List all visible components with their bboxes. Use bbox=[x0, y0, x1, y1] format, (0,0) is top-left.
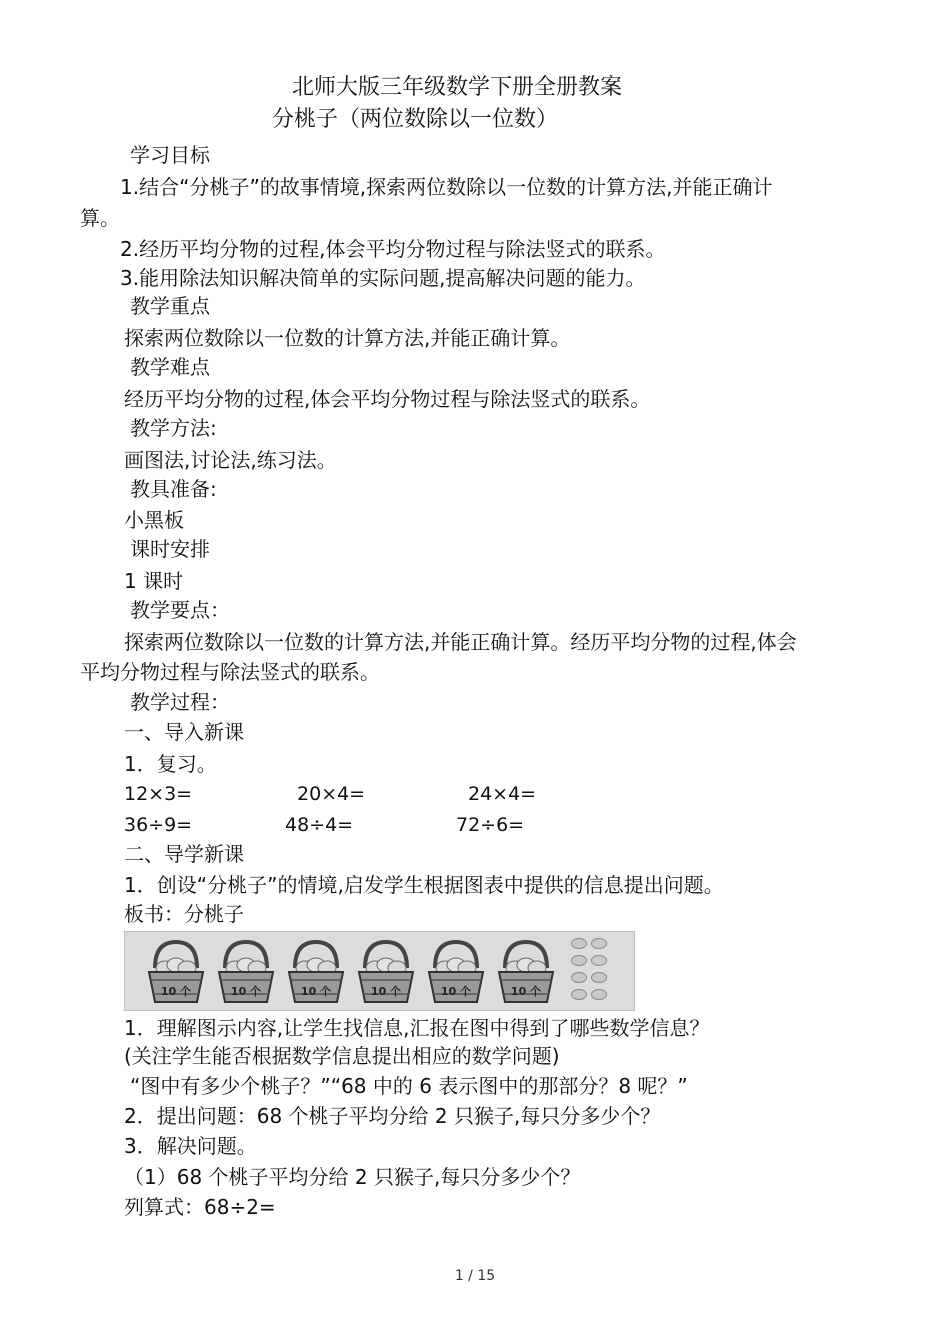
method-text: 画图法,讨论法,练习法。 bbox=[124, 448, 337, 472]
peach-basket bbox=[145, 938, 207, 1006]
loose-peach bbox=[591, 938, 607, 949]
create-scenario: 1．创设“分桃子”的情境,启发学生根据图表中提供的信息提出问题。 bbox=[124, 873, 724, 897]
loose-peach bbox=[591, 955, 607, 966]
peach-baskets-figure bbox=[124, 931, 635, 1011]
goal-1-line-2: 算。 bbox=[80, 206, 120, 230]
question-quote: “图中有多少个桃子？”“68 中的 6 表示图中的那部分？8 呢？” bbox=[130, 1074, 688, 1098]
doc-title: 北师大版三年级数学下册全册教案 bbox=[292, 75, 623, 100]
solve-sub-1: （1）68 个桃子平均分给 2 只猴子,每只分多少个？ bbox=[124, 1165, 581, 1189]
goal-2: 2.经历平均分物的过程,体会平均分物过程与除法竖式的联系。 bbox=[120, 237, 666, 261]
difficulty-text: 经历平均分物的过程,体会平均分物过程与除法竖式的联系。 bbox=[124, 387, 651, 411]
key-text: 探索两位数除以一位数的计算方法,并能正确计算。 bbox=[124, 326, 571, 350]
basket-label: 10 个 bbox=[510, 985, 542, 998]
goal-3: 3.能用除法知识解决简单的实际问题,提高解决问题的能力。 bbox=[120, 266, 646, 290]
solve-step: 3．解决问题。 bbox=[124, 1134, 257, 1158]
points-line-2: 平均分物过程与除法竖式的联系。 bbox=[80, 660, 380, 684]
blackboard-note: 板书：分桃子 bbox=[124, 902, 244, 926]
peach-basket bbox=[495, 938, 557, 1006]
exercise: 20×4= bbox=[297, 783, 366, 805]
exercise: 48÷4= bbox=[285, 814, 354, 836]
teacher-note: (关注学生能否根据数学信息提出相应的数学问题) bbox=[124, 1044, 560, 1068]
basket-label: 10 个 bbox=[230, 985, 262, 998]
loose-peach bbox=[591, 989, 607, 1000]
schedule-heading: 课时安排 bbox=[130, 537, 210, 561]
goal-1-line-1: 1.结合“分桃子”的故事情境,探索两位数除以一位数的计算方法,并能正确计 bbox=[120, 175, 773, 199]
peach-basket bbox=[355, 938, 417, 1006]
doc-subtitle: 分桃子（两位数除以一位数） bbox=[272, 107, 559, 132]
understand-step: 1．理解图示内容,让学生找信息,汇报在图中得到了哪些数学信息？ bbox=[124, 1016, 710, 1040]
schedule-text: 1 课时 bbox=[124, 569, 184, 593]
new-lesson-heading: 二、导学新课 bbox=[124, 842, 244, 866]
basket-label: 10 个 bbox=[300, 985, 332, 998]
exercise: 72÷6= bbox=[456, 814, 525, 836]
loose-peach bbox=[571, 972, 587, 983]
key-heading: 教学重点 bbox=[130, 294, 210, 318]
ask-step: 2．提出问题：68 个桃子平均分给 2 只猴子,每只分多少个？ bbox=[124, 1104, 661, 1128]
tools-heading: 教具准备: bbox=[130, 477, 217, 501]
basket-label: 10 个 bbox=[370, 985, 402, 998]
basket-label: 10 个 bbox=[160, 985, 192, 998]
page-number: 1 / 15 bbox=[454, 1268, 496, 1284]
peach-basket bbox=[285, 938, 347, 1006]
intro-heading: 一、导入新课 bbox=[124, 720, 244, 744]
peach-basket bbox=[215, 938, 277, 1006]
goals-heading: 学习目标 bbox=[130, 143, 210, 167]
difficulty-heading: 教学难点 bbox=[130, 355, 210, 379]
exercise: 24×4= bbox=[468, 783, 537, 805]
method-heading: 教学方法: bbox=[130, 416, 217, 440]
loose-peach bbox=[591, 972, 607, 983]
loose-peach bbox=[571, 955, 587, 966]
formula: 列算式：68÷2= bbox=[124, 1195, 276, 1219]
process-heading: 教学过程： bbox=[130, 690, 230, 714]
exercise: 12×3= bbox=[124, 783, 193, 805]
tools-text: 小黑板 bbox=[124, 508, 184, 532]
points-heading: 教学要点： bbox=[130, 598, 230, 622]
loose-peach bbox=[571, 989, 587, 1000]
points-line-1: 探索两位数除以一位数的计算方法,并能正确计算。经历平均分物的过程,体会 bbox=[124, 630, 797, 654]
review-item: 1．复习。 bbox=[124, 752, 217, 776]
exercise: 36÷9= bbox=[124, 814, 193, 836]
peach-basket bbox=[425, 938, 487, 1006]
basket-label: 10 个 bbox=[440, 985, 472, 998]
loose-peach bbox=[571, 938, 587, 949]
